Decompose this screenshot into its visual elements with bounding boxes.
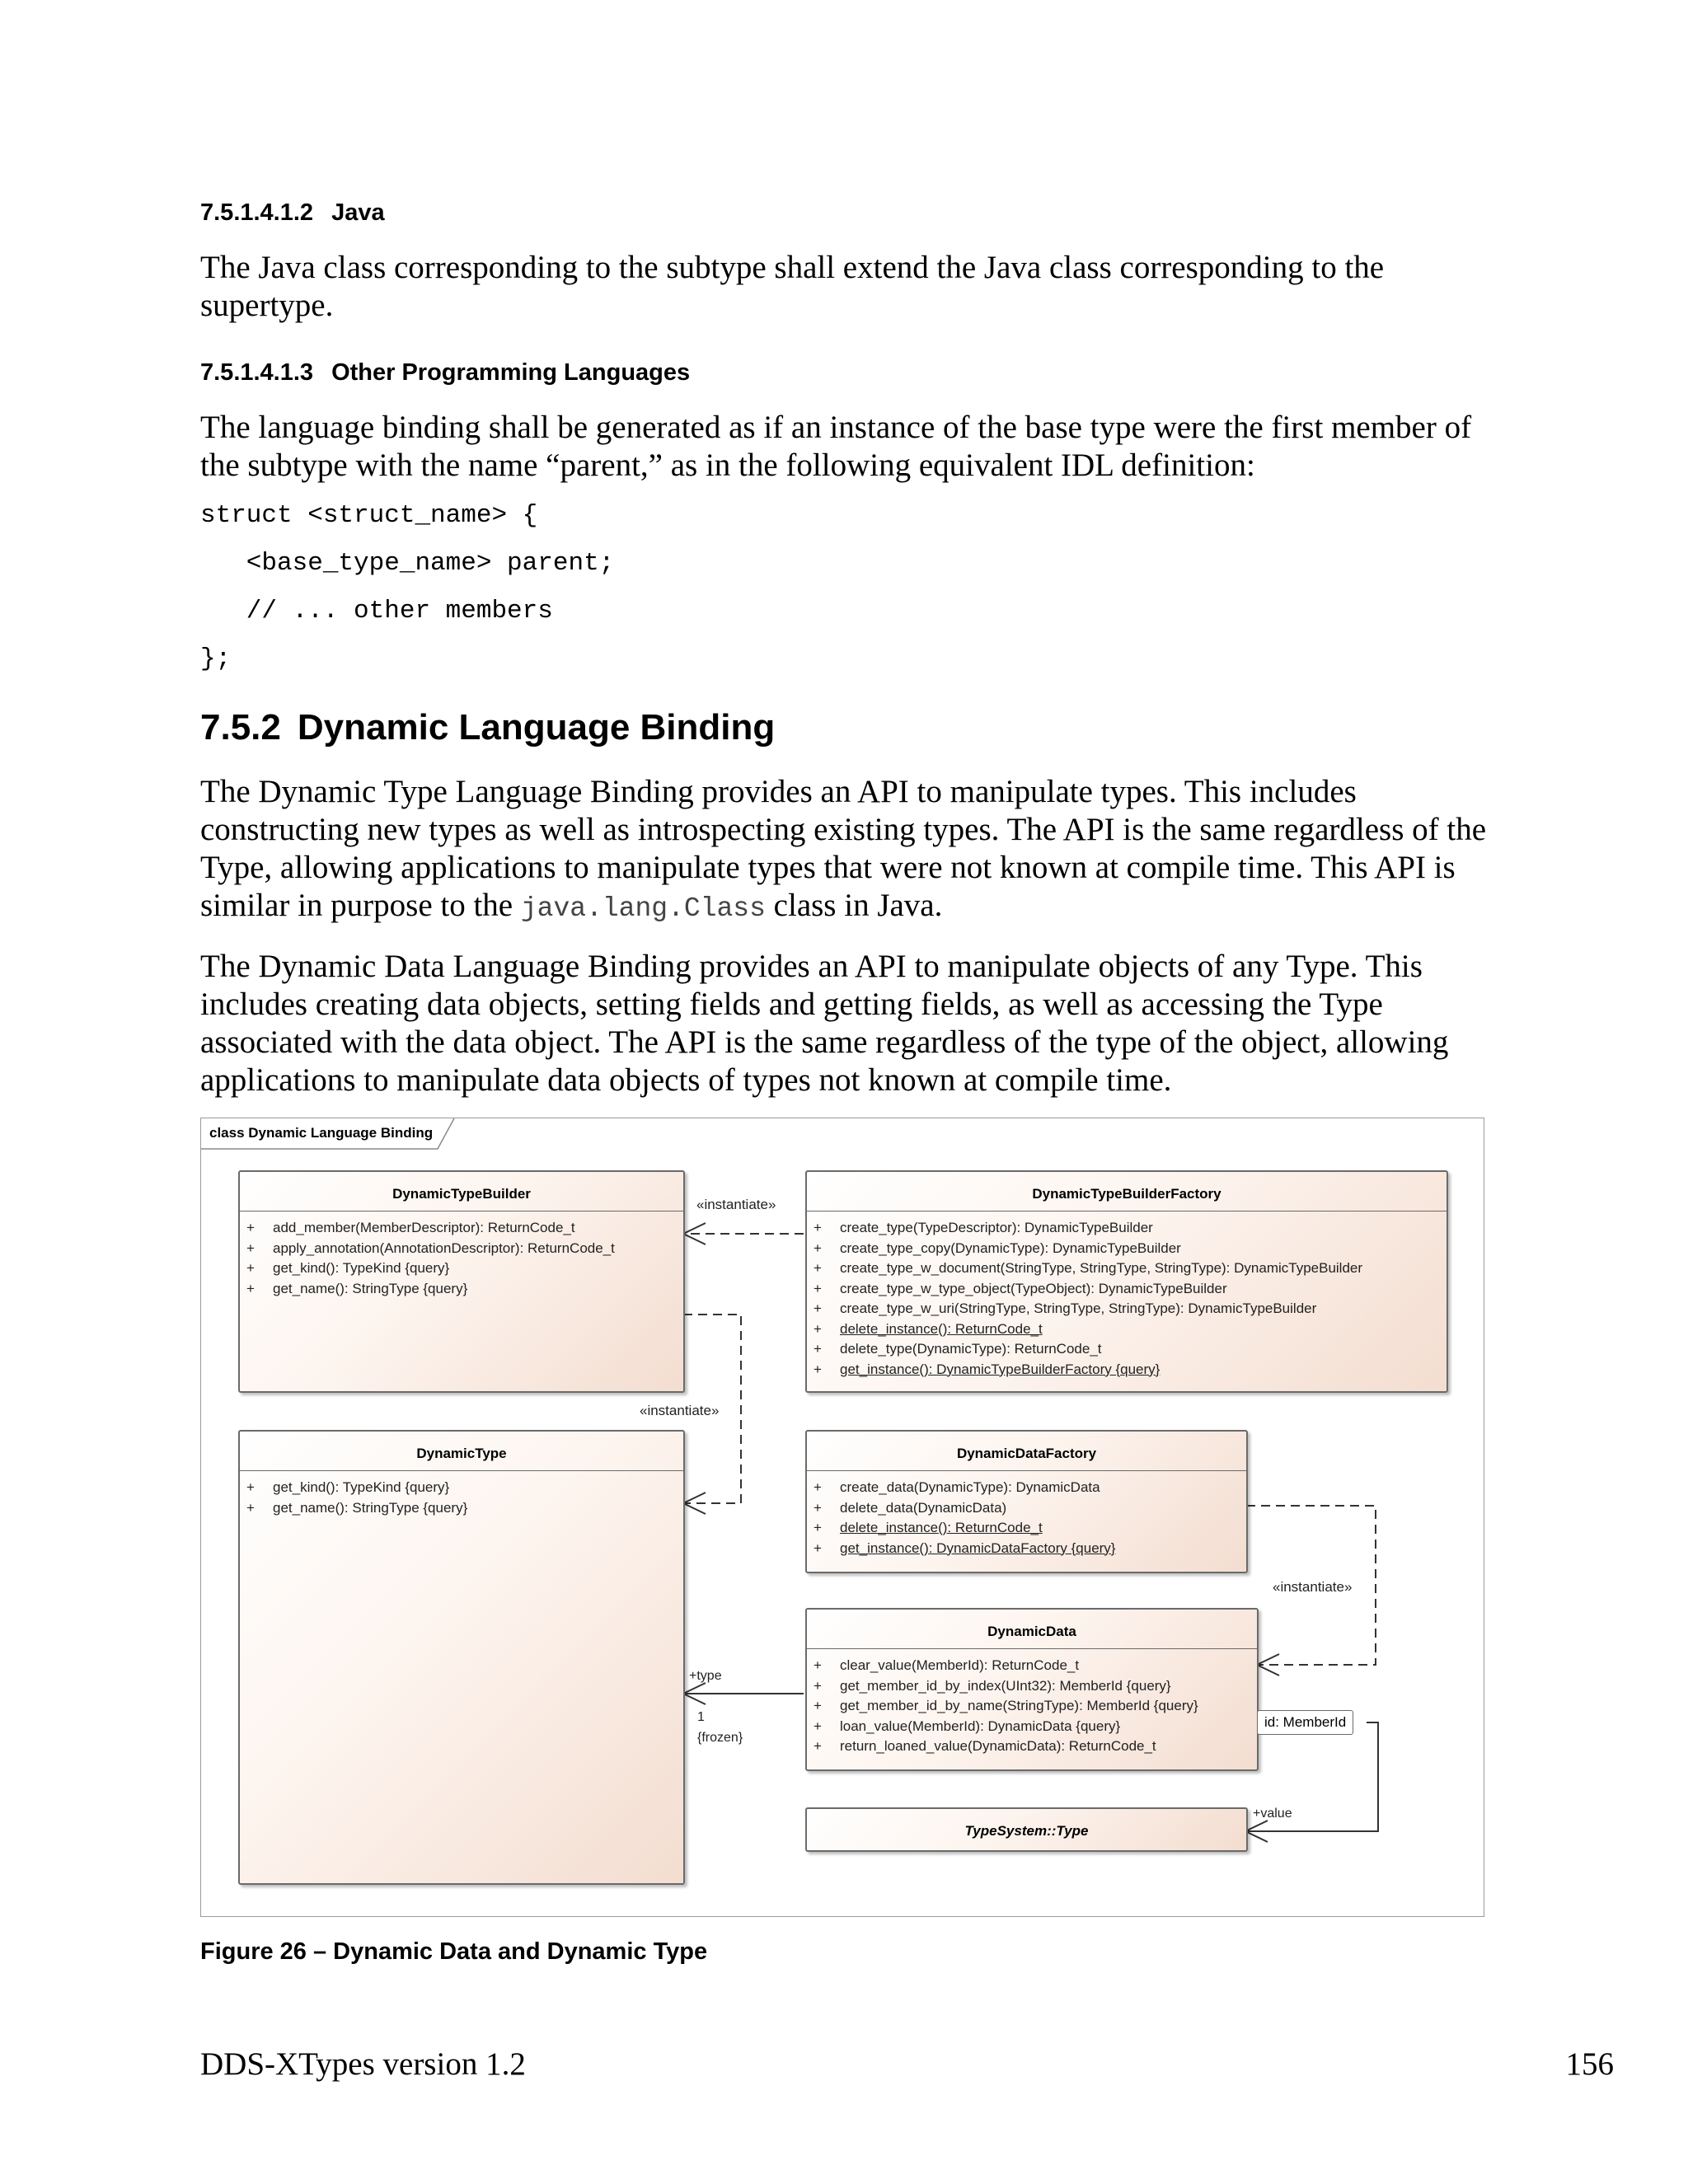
heading-title: Java	[331, 199, 385, 226]
class-member: + get_member_id_by_name(StringType): MemberId {query}	[814, 1698, 1198, 1713]
class-members	[807, 1212, 1447, 1380]
class-member: + get_kind(): TypeKind {query}	[246, 1479, 450, 1495]
class-type-system-type	[805, 1807, 1248, 1852]
label-value-role: +value	[1253, 1807, 1292, 1821]
paragraph-text: class in Java.	[765, 888, 943, 923]
heading-7-5-1-4-1-3	[200, 359, 690, 387]
heading-7-5-1-4-1-2	[200, 199, 385, 227]
code-line-4: };	[200, 644, 232, 673]
class-member: + create_type_copy(DynamicType): DynamicTypeBuilder	[814, 1240, 1181, 1256]
figure-caption: Figure 26 – Dynamic Data and Dynamic Type	[200, 1938, 708, 1965]
frame-label: class Dynamic Language Binding	[209, 1125, 434, 1141]
label-instantiate-datafactory: «instantiate»	[1273, 1579, 1353, 1595]
class-member: + delete_type(DynamicType): ReturnCode_t	[814, 1341, 1102, 1357]
footer-document-title: DDS-XTypes version 1.2	[200, 2046, 526, 2082]
class-member: + delete_data(DynamicData)	[814, 1499, 1007, 1516]
class-member: + get_member_id_by_index(UInt32): MemberId {query}	[814, 1677, 1171, 1694]
heading-title: Other Programming Languages	[331, 359, 691, 386]
class-name: TypeSystem::Type	[964, 1823, 1089, 1839]
class-members	[240, 1471, 683, 1518]
class-dynamic-type	[238, 1430, 685, 1885]
class-member-static: + delete_instance(): ReturnCode_t	[814, 1520, 1043, 1535]
heading-number: 7.5.1.4.1.2	[200, 199, 314, 226]
inline-code: java.lang.Class	[520, 893, 766, 924]
label-instantiate-factory: «instantiate»	[696, 1197, 776, 1212]
paragraph-dynamic-type	[200, 773, 1511, 928]
paragraph-other-languages: The language binding shall be generated as if an instance of the base type were the first member of the subtype with the name “parent,” as in the following equivalent IDL definition:	[200, 410, 1472, 483]
class-name: DynamicDataFactory	[807, 1432, 1246, 1471]
class-dynamic-data-factory	[805, 1430, 1248, 1573]
heading-title: Dynamic Language Binding	[297, 707, 776, 748]
class-member: + clear_value(MemberId): ReturnCode_t	[814, 1657, 1080, 1673]
code-line-3: // ... other members	[200, 597, 553, 626]
class-member: + create_type(TypeDescriptor): DynamicTypeBuilder	[814, 1220, 1153, 1235]
class-name: DynamicType	[240, 1432, 683, 1471]
code-line-2: <base_type_name> parent;	[200, 549, 615, 578]
class-members	[807, 1471, 1246, 1558]
paragraph-java: The Java class corresponding to the subtype shall extend the Java class corresponding to the supertype.	[200, 250, 1385, 323]
class-member-static: + get_instance(): DynamicTypeBuilderFactory {query}	[814, 1361, 1160, 1377]
class-member: + return_loaned_value(DynamicData): ReturnCode_t	[814, 1738, 1156, 1754]
class-name: DynamicData	[807, 1610, 1257, 1649]
class-dynamic-type-builder	[238, 1170, 685, 1393]
class-member: + get_kind(): TypeKind {query}	[246, 1260, 450, 1276]
class-name: DynamicTypeBuilderFactory	[807, 1172, 1447, 1212]
heading-7-5-2	[200, 707, 775, 748]
class-member: + create_type_w_document(StringType, StringType, StringType): DynamicTypeBuilder	[814, 1260, 1363, 1276]
footer-page-number: 156	[1565, 2046, 1614, 2082]
label-instantiate-builder: «instantiate»	[640, 1403, 720, 1418]
class-member: + loan_value(MemberId): DynamicData {query}	[814, 1718, 1121, 1734]
label-type-role: +type	[689, 1669, 722, 1683]
class-member: + apply_annotation(AnnotationDescriptor): ReturnCode_t	[246, 1240, 615, 1256]
class-member: + get_name(): StringType {query}	[246, 1499, 468, 1516]
qualifier-member-id: id: MemberId	[1257, 1710, 1353, 1735]
paragraph-dynamic-data: The Dynamic Data Language Binding provides an API to manipulate objects of any Type. This includes creating data objects, setting fields and getting fields, as well as accessing the Type associated with the data object. The API is the same regardless of the type of the object, allowing applications to manipulate data objects of types not known at compile time.	[200, 949, 1449, 1098]
class-members	[807, 1649, 1257, 1757]
class-member: + add_member(MemberDescriptor): ReturnCode_t	[246, 1220, 575, 1235]
class-members	[240, 1212, 683, 1299]
class-member: + create_type_w_type_object(TypeObject): DynamicTypeBuilder	[814, 1280, 1227, 1296]
class-member: + get_name(): StringType {query}	[246, 1280, 468, 1296]
label-type-constraint: {frozen}	[697, 1731, 743, 1745]
paragraph-text: The Dynamic Type Language Binding provides an API to manipulate types. This includes constructing new types as well as introspecting existing types. The API is the same regardless of the Type, allowing applications to manipulate types that were not known at compile time. This API is similar in purpose to the	[200, 774, 1487, 923]
class-member-static: + delete_instance(): ReturnCode_t	[814, 1320, 1043, 1337]
label-type-multiplicity: 1	[697, 1710, 705, 1724]
class-name: DynamicTypeBuilder	[240, 1172, 683, 1212]
uml-diagram-frame	[200, 1118, 1484, 1917]
class-dynamic-type-builder-factory	[805, 1170, 1448, 1393]
class-member: + create_type_w_uri(StringType, StringType, StringType): DynamicTypeBuilder	[814, 1301, 1317, 1316]
class-member: + create_data(DynamicType): DynamicData	[814, 1479, 1100, 1495]
class-member-static: + get_instance(): DynamicDataFactory {query}	[814, 1540, 1116, 1556]
code-line-1: struct <struct_name> {	[200, 501, 538, 530]
heading-number: 7.5.1.4.1.3	[200, 359, 314, 386]
class-dynamic-data	[805, 1608, 1259, 1771]
heading-number: 7.5.2	[200, 707, 281, 748]
